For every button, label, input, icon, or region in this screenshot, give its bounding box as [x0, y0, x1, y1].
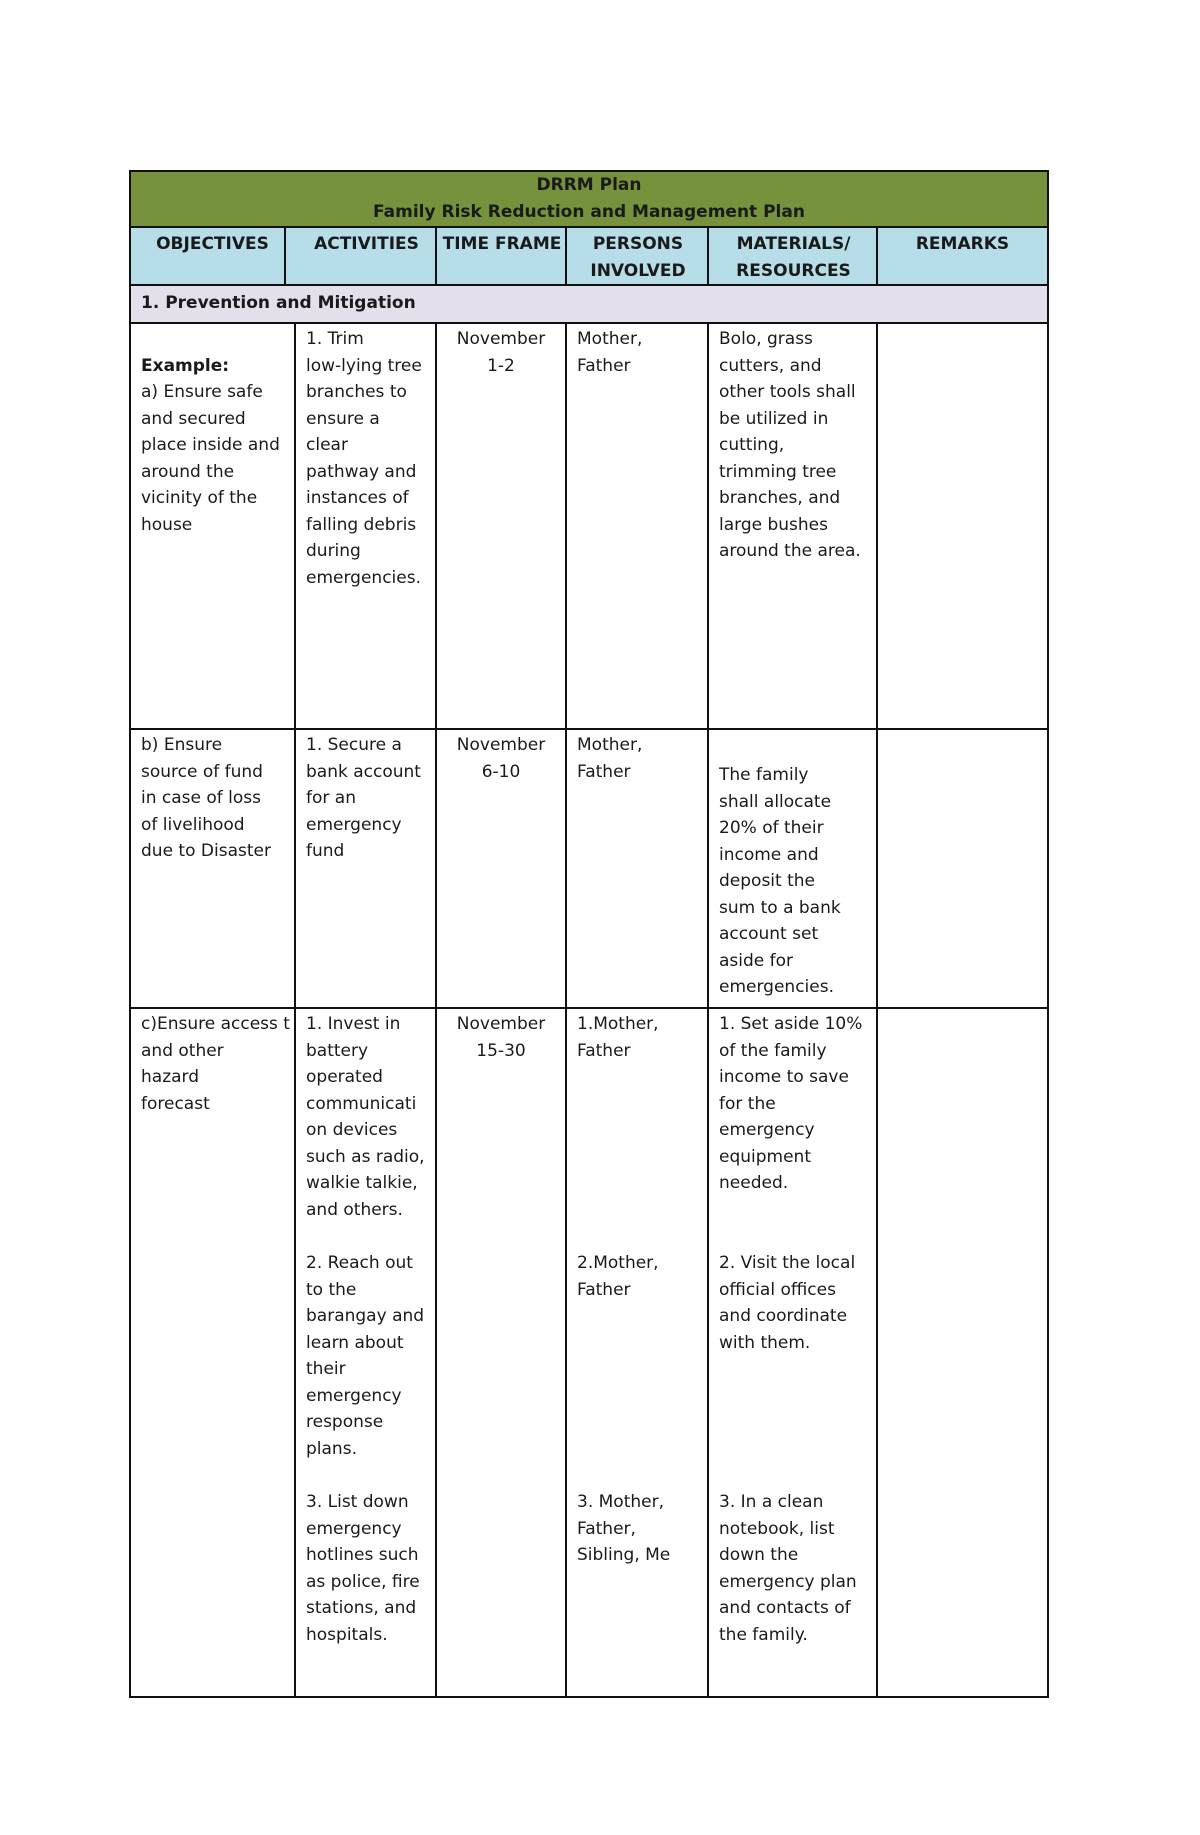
- header-activities: ACTIVITIES: [314, 234, 419, 254]
- row-c-persons-2: 2.Mother, Father: [577, 1253, 659, 1300]
- row-divider: [131, 728, 1047, 730]
- row-b-materials: The family shall allocate 20% of their income and deposit the sum to a bank account set aside for emergencies.: [719, 765, 841, 997]
- header-persons-involved: PERSONS INVOLVED: [590, 234, 686, 281]
- drrm-plan-table: [129, 170, 1049, 1698]
- column-divider: [565, 324, 567, 1696]
- plan-title: DRRM Plan: [536, 175, 642, 195]
- row-c-objective: c)Ensure access t and other hazard forecast: [141, 1014, 290, 1114]
- row-a-materials: Bolo, grass cutters, and other tools shall be utilized in cutting, trimming tree branches, and large bushes around the area.: [719, 329, 861, 561]
- row-b-objective: b) Ensure source of fund in case of loss of livelihood due to Disaster: [141, 735, 271, 861]
- row-c-activity-3: 3. List down emergency hotlines such as police, fire stations, and hospitals.: [306, 1492, 420, 1645]
- row-c-activity-1: 1. Invest in battery operated communicati on devices such as radio, walkie talkie, and others.: [306, 1014, 425, 1220]
- objective-text: a) Ensure safe and secured place inside and around the vicinity of the house: [141, 382, 280, 535]
- header-divider: [707, 228, 709, 286]
- header-divider: [565, 228, 567, 286]
- row-c-materials-3: 3. In a clean notebook, list down the emergency plan and contacts of the family.: [719, 1492, 857, 1645]
- plan-subtitle: Family Risk Reduction and Management Plan: [373, 202, 805, 222]
- row-a-activity: 1. Trim low-lying tree branches to ensure a clear pathway and instances of falling debris during emergencies.: [306, 329, 422, 588]
- header-divider: [876, 228, 878, 286]
- column-divider: [876, 324, 878, 1696]
- header-remarks: REMARKS: [915, 234, 1010, 254]
- row-a-persons: Mother, Father: [577, 329, 643, 376]
- row-c-materials-1: 1. Set aside 10% of the family income to save for the emergency equipment needed.: [719, 1014, 863, 1193]
- column-divider: [707, 324, 709, 1696]
- row-a-objective: [141, 326, 291, 565]
- row-divider: [131, 1007, 1047, 1009]
- column-divider: [294, 324, 296, 1696]
- row-a-time-frame: November 1-2: [456, 329, 546, 376]
- header-time-frame: TIME FRAME: [442, 234, 562, 254]
- header-objectives: OBJECTIVES: [156, 234, 269, 254]
- row-c-activity-2: 2. Reach out to the barangay and learn about their emergency response plans.: [306, 1253, 425, 1459]
- example-label: Example:: [141, 355, 230, 376]
- row-b-time-frame: November 6-10: [456, 735, 546, 782]
- row-c-time-frame: November 15-30: [456, 1014, 546, 1061]
- row-c-persons-3: 3. Mother, Father, Sibling, Me: [577, 1492, 671, 1565]
- row-b-activity: 1. Secure a bank account for an emergency fund: [306, 735, 421, 861]
- section-prevention-mitigation: 1. Prevention and Mitigation: [131, 286, 1047, 324]
- header-divider: [284, 228, 286, 286]
- row-c-persons-1: 1.Mother, Father: [577, 1014, 659, 1061]
- plan-title-band: [131, 172, 1047, 228]
- header-materials-resources: MATERIALS/ RESOURCES: [736, 234, 851, 281]
- row-b-persons: Mother, Father: [577, 735, 643, 782]
- row-c-materials-2: 2. Visit the local official offices and coordinate with them.: [719, 1253, 856, 1353]
- column-header-row: [131, 228, 1047, 286]
- column-divider: [435, 324, 437, 1696]
- header-divider: [435, 228, 437, 286]
